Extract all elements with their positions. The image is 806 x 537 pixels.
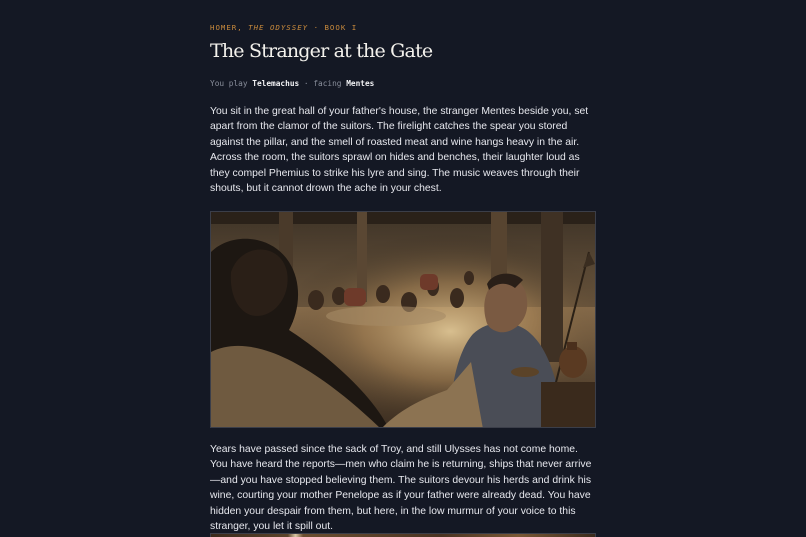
opponent-character: Mentes [346, 79, 375, 88]
kicker-author: HOMER, [210, 23, 243, 32]
story-paragraph-1: You sit in the great hall of your father's house, the stranger Mentes beside you, set apart from the clamor of the suitors. The firelight catches the spear you stored against the pillar, and the smell of roasted meat and wine hangs heavy in the air. Across the room, the suitors sprawl on hides and benches, their laughter loud as they compel Phemius to strike his lyre and sing. The music weaves through their shouts, but it cannot drown the ache in your chest. [210, 106, 589, 195]
source-kicker [210, 23, 357, 32]
role-line [210, 79, 374, 88]
great-hall-scene-image [211, 212, 596, 428]
kicker-book: BOOK I [324, 23, 358, 32]
story-paragraph-2: Years have passed since the sack of Troy, and still Ulysses has not come home. You have heard the reports—men who claim he is returning, ships that never arrive—and you have stopped believing them. The suitors devour his herds and drink his wine, courting your mother Penelope as if your father were already dead. You have hidden your despair from them, but here, in the low murmur of your voice to this stranger, you let it spill out. [210, 444, 592, 533]
role-separator: · [303, 79, 309, 88]
player-character: Telemachus [252, 79, 300, 88]
facing-label: facing [313, 79, 342, 88]
scene-illustration [210, 211, 596, 428]
next-scene-illustration [210, 533, 596, 537]
role-prefix: You play [210, 79, 248, 88]
page-title: The Stranger at the Gate [210, 40, 433, 62]
kicker-separator: · [313, 23, 320, 32]
kicker-work: THE ODYSSEY [248, 23, 309, 32]
